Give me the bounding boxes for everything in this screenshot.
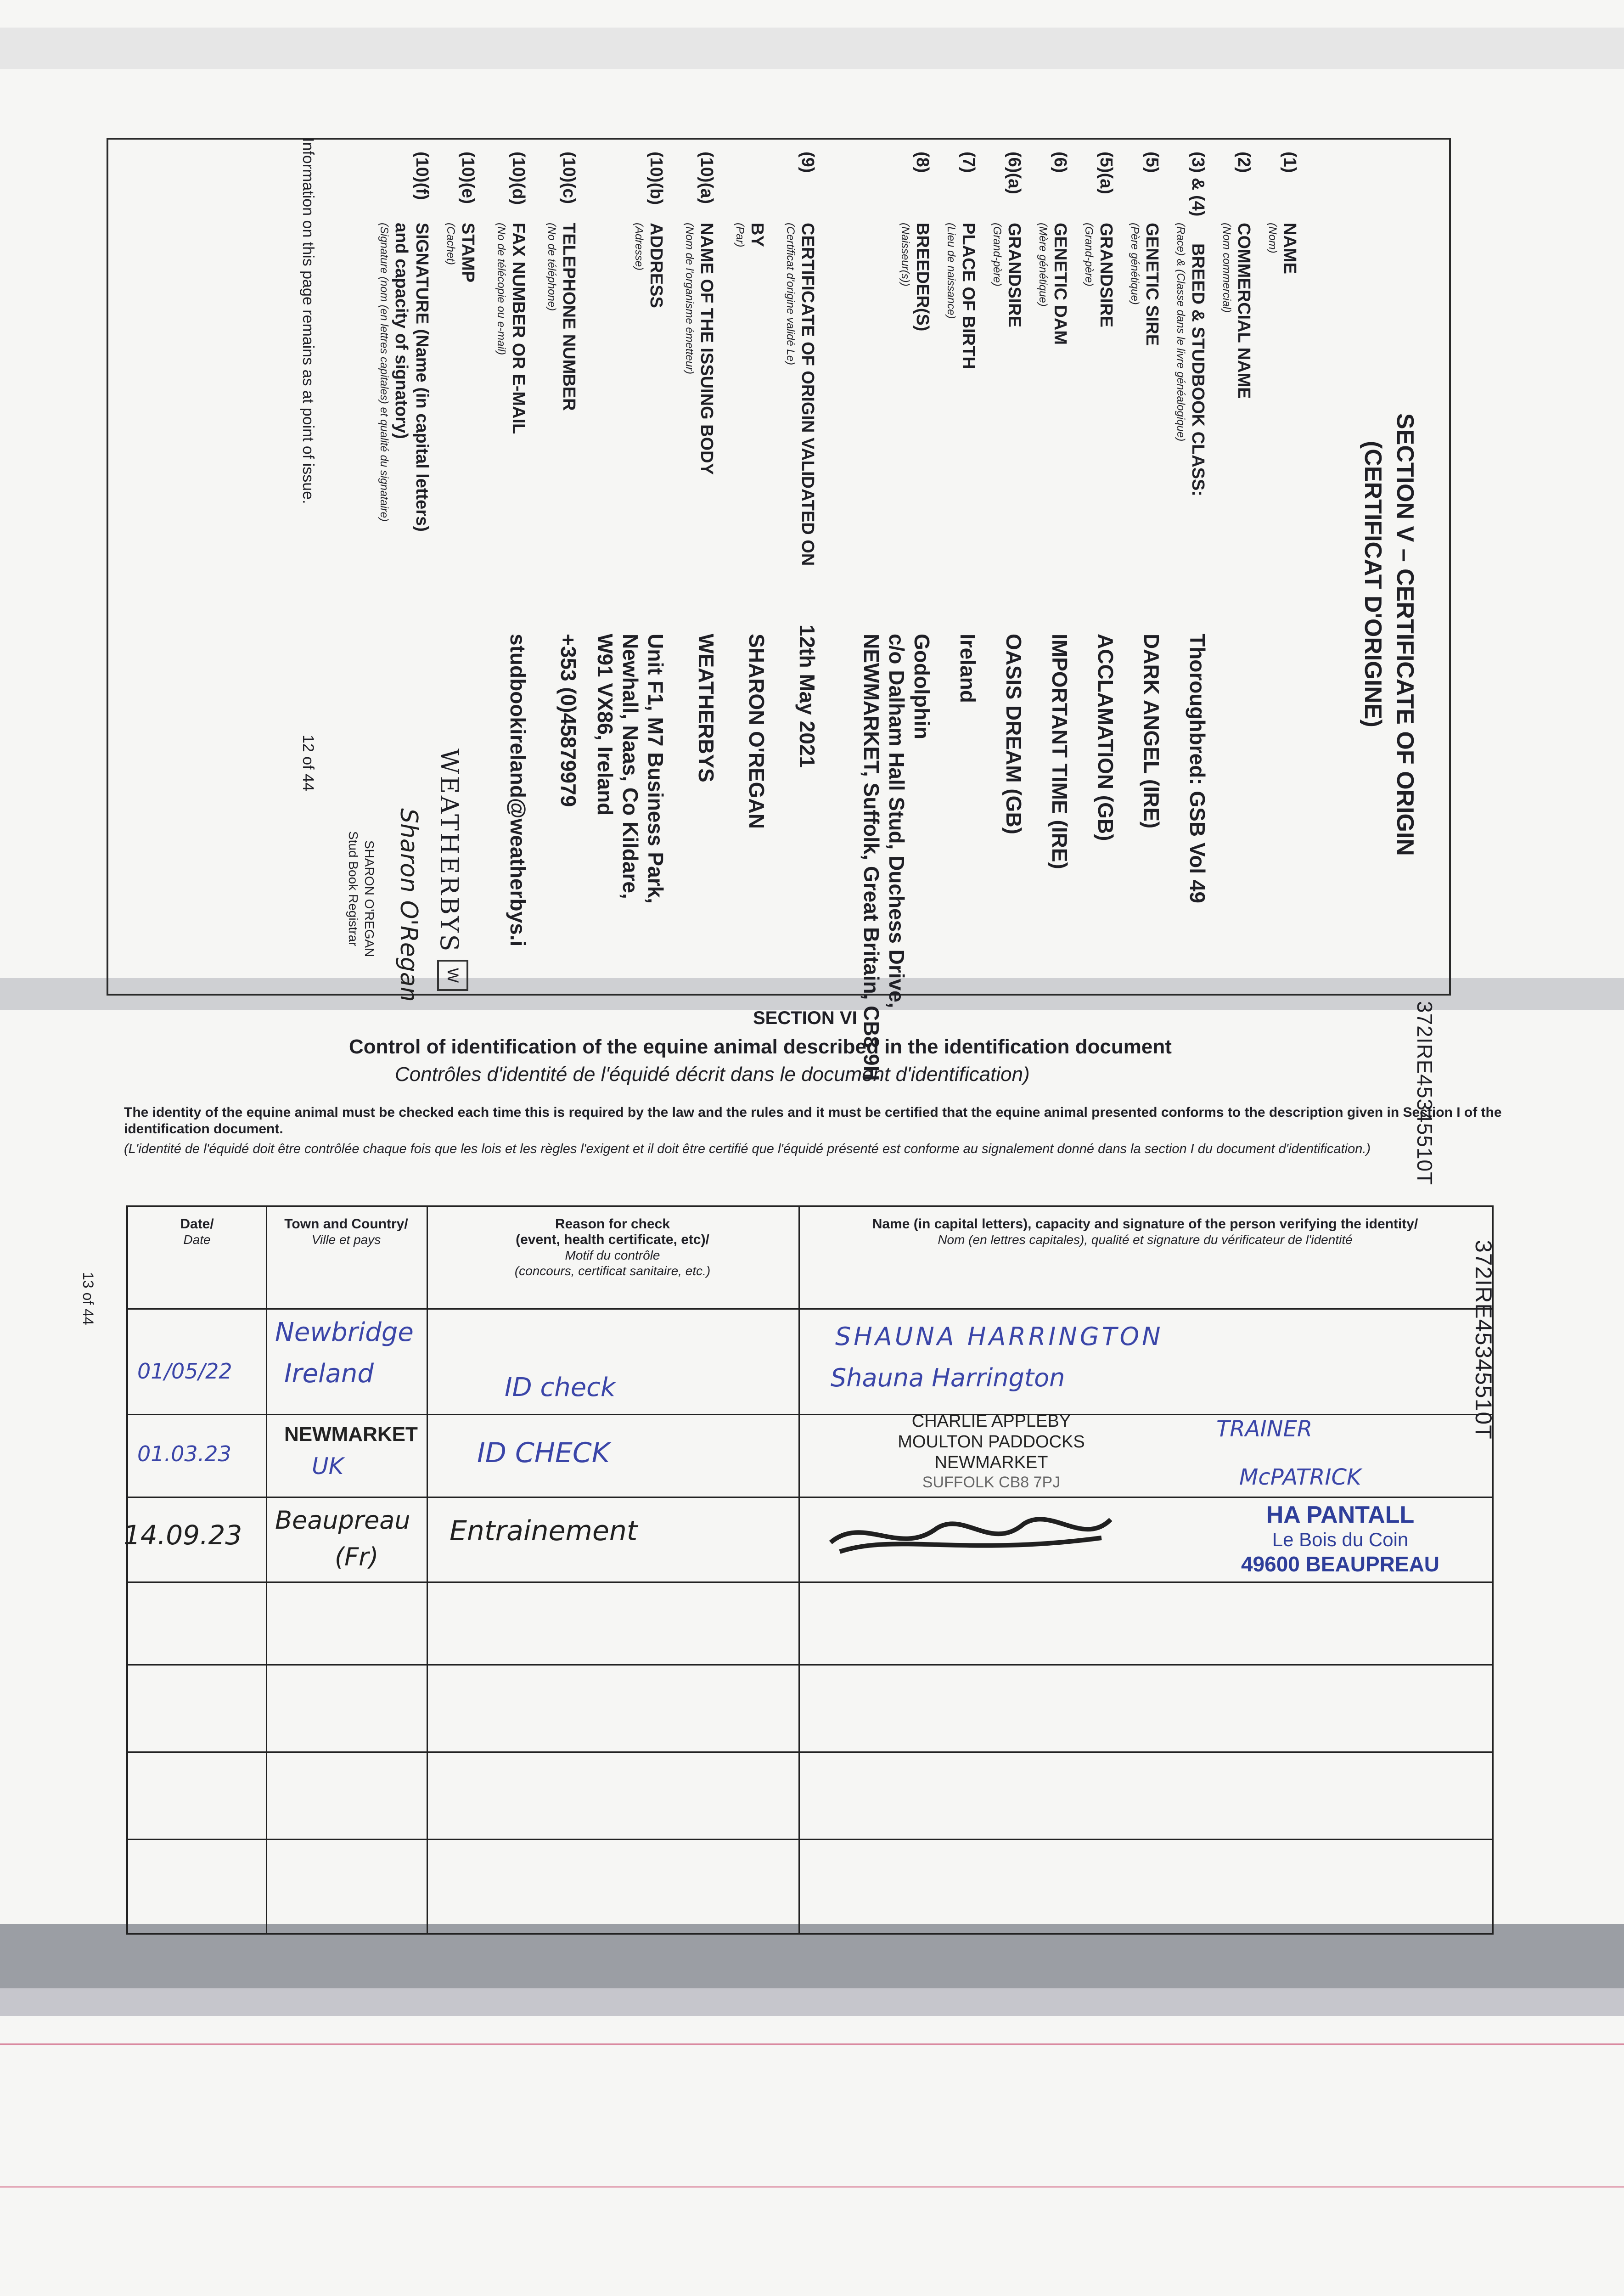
weatherbys-stamp: WEATHERBYS	[435, 748, 464, 953]
registrar-signature: Sharon O'Regan	[395, 808, 422, 1002]
row1-town: Newbridge	[275, 1317, 414, 1347]
field-label-breeder: BREEDER(S)	[913, 223, 932, 332]
column-header-name-en: Name (in capital letters), capacity and signature of the person verifying the identity/	[872, 1216, 1418, 1232]
footnote: Information on this page remains as at point of issue.	[299, 138, 317, 504]
field-number: (8)	[913, 152, 932, 173]
page-number: 13 of 44	[80, 1272, 96, 1325]
row1-country: Ireland	[284, 1359, 374, 1389]
field-label-address: ADDRESS	[646, 223, 666, 308]
field-label-fr: (No de téléphone)	[545, 223, 558, 311]
column-header-reason-fr: Motif du contrôle	[565, 1248, 660, 1262]
row3-stamp-line1: HA PANTALL	[1266, 1502, 1415, 1528]
registrar-name: SHARON O'REGAN	[362, 840, 376, 957]
field-value-dam-grandsire: OASIS DREAM (GB)	[1002, 634, 1026, 834]
field-value-grandsire: ACCLAMATION (GB)	[1094, 634, 1118, 841]
column-header-reason-en: Reason for check	[555, 1216, 670, 1232]
row3-reason: Entrainement	[450, 1515, 638, 1547]
field-label-dam-grandsire: GRANDSIRE	[1005, 223, 1024, 328]
field-label-issuing-body: NAME OF THE ISSUING BODY	[697, 223, 716, 475]
scan-top-shadow	[0, 28, 1624, 69]
table-divider	[266, 1207, 267, 1933]
field-label-fr: (No de télécopie ou e-mail)	[495, 223, 507, 355]
reference-number-right: 372IRE45345510T	[1471, 1240, 1496, 1440]
column-header-reason	[431, 1216, 794, 1279]
table-divider	[128, 1581, 1492, 1583]
section-vi-heading: Control of identification of the equine animal described in the identification document	[349, 1035, 1172, 1058]
field-number: (10)(e)	[458, 152, 478, 204]
row3-country: (Fr)	[335, 1542, 379, 1571]
row2-name: McPATRICK	[1239, 1464, 1361, 1490]
table-divider	[128, 1839, 1492, 1840]
section-vi-heading-fr: Contrôles d'identité de l'équidé décrit dans le document d'identification)	[395, 1063, 1030, 1086]
row1-signature: Shauna Harrington	[831, 1363, 1065, 1392]
row3-date: 14.09.23	[124, 1519, 242, 1551]
field-value-validated-date: 12th May 2021	[795, 625, 819, 768]
field-label-fr: (Cachet)	[444, 223, 457, 265]
field-label-fr: (Certificat d'origine validé Le)	[784, 223, 797, 366]
field-number: (10)(f)	[412, 152, 432, 200]
field-label-fr: (Père génétique)	[1129, 223, 1141, 305]
field-value-address-line1: Unit F1, M7 Business Park,	[644, 634, 668, 904]
field-number: (10)(c)	[559, 152, 579, 204]
row2-date: 01.03.23	[137, 1441, 231, 1466]
field-label-by: BY	[747, 223, 767, 247]
field-value-by: SHARON O'REGAN	[745, 634, 769, 829]
field-value-address-line3: W91 VX86, Ireland	[593, 634, 617, 816]
field-label-name: NAME	[1280, 223, 1299, 274]
table-divider	[128, 1308, 1492, 1310]
red-rule	[0, 2186, 1624, 2188]
row2-stamp-line2: MOULTON PADDOCKS	[898, 1432, 1085, 1452]
field-value-breed: Thoroughbred: GSB Vol 49	[1186, 634, 1209, 903]
page-number: 12 of 44	[299, 735, 317, 791]
registrar-role: Stud Book Registrar	[346, 831, 360, 946]
field-number: (10)(a)	[697, 152, 716, 204]
field-label-fr: (Adresse)	[633, 223, 645, 271]
field-label-place-of-birth: PLACE OF BIRTH	[959, 223, 978, 369]
field-number: (3) & (4)	[1188, 152, 1208, 217]
row2-town: NEWMARKET	[284, 1423, 418, 1446]
field-label-fr: (Grand-père)	[1083, 223, 1095, 287]
field-number: (2)	[1234, 152, 1253, 173]
field-label-signature-2: and capacity of signatory)	[392, 223, 411, 439]
table-divider	[128, 1664, 1492, 1666]
column-header-name	[803, 1216, 1487, 1248]
field-number: (10)(b)	[646, 152, 666, 205]
field-label-fr: (Signature (nom (en lettres capitales) et qualité du signataire)	[378, 223, 390, 522]
weatherbys-logo-icon: W	[437, 960, 468, 991]
row2-country: UK	[312, 1453, 344, 1480]
field-label-breed: BREED & STUDBOOK CLASS:	[1188, 243, 1208, 497]
field-label-fr: (Race) & (Classe dans le livre généalogique)	[1174, 223, 1187, 442]
reference-number: 372IRE45345510T	[1413, 1001, 1437, 1186]
field-label-fr: (Lieu de naissance)	[945, 223, 957, 319]
field-label-fr: (Naisseur(s))	[899, 223, 911, 287]
field-value-issuing-body: WEATHERBYS	[694, 634, 718, 782]
field-value-dam: IMPORTANT TIME (IRE)	[1048, 634, 1072, 869]
row2-stamp-line3: NEWMARKET	[934, 1453, 1048, 1472]
field-label-fr: (Nom commercial)	[1220, 223, 1233, 313]
table-divider	[128, 1497, 1492, 1498]
row3-stamp-line3: 49600 BEAUPREAU	[1241, 1552, 1440, 1576]
field-value-sire: DARK ANGEL (IRE)	[1140, 634, 1163, 829]
field-label-validated: CERTIFICATE OF ORIGIN VALIDATED ON	[798, 223, 817, 566]
field-value-telephone: +353 (0)45879979	[556, 634, 580, 807]
field-label-grandsire: GRANDSIRE	[1096, 223, 1116, 328]
field-number: (5)(a)	[1096, 152, 1116, 194]
field-label-commercial-name: COMMERCIAL NAME	[1234, 223, 1253, 399]
column-header-date-en: Date/	[180, 1216, 214, 1232]
row2-role: TRAINER	[1216, 1416, 1313, 1442]
field-label-dam: GENETIC DAM	[1051, 223, 1070, 345]
row2-reason: ID CHECK	[477, 1437, 610, 1469]
field-label-signature: SIGNATURE (Name (in capital letters)	[412, 223, 432, 532]
row3-stamp-line2: Le Bois du Coin	[1272, 1529, 1409, 1550]
column-header-town-en: Town and Country/	[284, 1216, 408, 1232]
row1-reason: ID check	[505, 1373, 616, 1402]
section-vi-title: SECTION VI	[753, 1008, 857, 1028]
section-vi-instructions-fr: (L'identité de l'équidé doit être contrôlée chaque fois que les lois et les règles l'exigent et il doit être certifié que l'équidé présenté est conforme au signalement donné dans la section I du document d'identification.)	[124, 1142, 1371, 1156]
row3-town: Beaupreau	[275, 1506, 410, 1535]
field-label-fax: FAX NUMBER OR E-MAIL	[509, 223, 528, 434]
section-v-subtitle: (CERTIFICAT D'ORIGINE)	[1360, 441, 1386, 727]
field-label-fr: (Par)	[734, 223, 746, 248]
row1-date: 01/05/22	[137, 1359, 232, 1384]
field-value-breeder-line1: Godolphin	[910, 634, 934, 739]
field-value-breeder-line3: NEWMARKET, Suffolk, Great Britain, CB8 9H	[860, 634, 883, 1081]
identity-check-table	[126, 1205, 1494, 1935]
field-value-breeder-line2: c/o Dalham Hall Stud, Duchess Drive,	[885, 634, 909, 1008]
field-value-address-line2: Newhall, Naas, Co Kildare,	[618, 634, 642, 899]
field-number: (10)(d)	[509, 152, 528, 205]
table-divider	[427, 1207, 428, 1933]
field-number: (6)(a)	[1005, 152, 1024, 194]
field-label-stamp: STAMP	[458, 223, 478, 283]
field-label-fr: (Nom de l'organisme émetteur)	[683, 223, 696, 375]
row2-stamp-line4: SUFFOLK CB8 7PJ	[922, 1474, 1061, 1491]
field-value-place-of-birth: Ireland	[956, 634, 980, 703]
column-header-date-fr: Date	[183, 1232, 211, 1247]
field-label-fr: (Nom)	[1266, 223, 1279, 253]
field-number: (1)	[1280, 152, 1299, 173]
field-number: (6)	[1051, 152, 1070, 173]
red-rule	[0, 2043, 1624, 2045]
scan-bottom-shadow-light	[0, 1988, 1624, 2016]
field-number: (9)	[798, 152, 817, 173]
field-label-sire: GENETIC SIRE	[1142, 223, 1162, 346]
section-vi-instructions: The identity of the equine animal must be checked each time this is required by the law and the rules and it must be certified that the equine animal presented conforms to the description given in Section I of the identification document.	[124, 1105, 1502, 1137]
table-divider	[798, 1207, 800, 1933]
table-divider	[128, 1414, 1492, 1415]
column-header-date	[133, 1216, 261, 1248]
row3-signature-scribble	[826, 1506, 1120, 1565]
row1-name: SHAUNA HARRINGTON	[835, 1322, 1163, 1351]
column-header-reason-en-2: (event, health certificate, etc)/	[516, 1232, 709, 1247]
field-value-email: studbookireland@weatherbys.i	[506, 634, 530, 947]
section-v-title: SECTION V – CERTIFICATE OF ORIGIN	[1392, 413, 1418, 856]
field-label-fr: (Grand-père)	[991, 223, 1003, 287]
field-label-fr: (Mère génétique)	[1037, 223, 1049, 307]
row2-stamp-line1: CHARLIE APPLEBY	[911, 1412, 1071, 1431]
field-number: (5)	[1142, 152, 1162, 173]
field-label-telephone: TELEPHONE NUMBER	[559, 223, 579, 411]
column-header-town-fr: Ville et pays	[311, 1232, 381, 1247]
table-divider	[128, 1751, 1492, 1753]
field-number: (7)	[959, 152, 978, 173]
column-header-name-fr: Nom (en lettres capitales), qualité et signature du vérificateur de l'identité	[938, 1232, 1353, 1247]
column-header-reason-fr-2: (concours, certificat sanitaire, etc.)	[514, 1264, 711, 1278]
column-header-town	[270, 1216, 422, 1248]
